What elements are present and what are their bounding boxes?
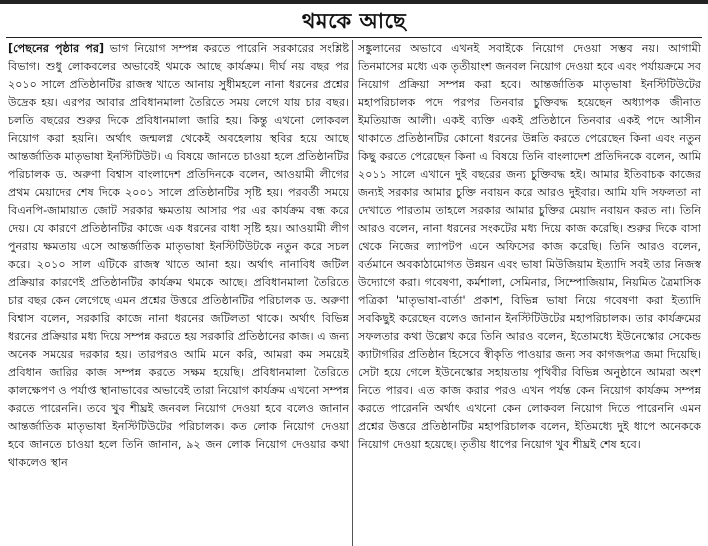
left-column [8,40,349,546]
continued-tag: [পেছনের পৃষ্ঠার পর] [8,42,105,55]
column-divider [352,40,353,546]
top-rule [0,0,708,4]
right-column-paragraph: সঙ্কুলানের অভাবে এখনই সবাইকে নিয়োগ দেওয়া সম্ভব নয়। আগামী তিনমাসের মধ্যে এক তৃতীয়াংশ জনবল নিয়োগ দেওয়া হবে এবং পর্যায়ক্রমে সব নিয়োগ প্রক্রিয়া সম্পন্ন করা হবে। আন্তর্জাতিক মাতৃভাষা ইনস্টিটিউটের মহাপরিচালক পদে পরপর তিনবার চুক্তিবদ্ধ হয়েছেন অধ্যাপক জীনাত ইমতিয়াজ আলী। একই ব্যক্তি একই প্রতিষ্ঠানে তিনবার একই পদে আসীন থাকাতে প্রতিষ্ঠানটির কোনো ধরনের উন্নতি করতে পেরেছেন কিনা এবং নতুন কিছু করতে পেরেছেন কিনা এ বিষয়ে তিনি বাংলাদেশ প্রতিদিনকে বলেন, আমি ২০১১ সালে এখানে দুই বছরের জন্য চুক্তিবদ্ধ হই। আমার ইতিবাচক কাজের জন্যই সরকার আমার চুক্তি নবায়ন করে আরও দুইবার। আমি যদি সফলতা না দেখাতে পারতাম তাহলে সরকার আমার চুক্তির মেয়াদ নবায়ন করত না। তিনি আরও বলেন, নানা ধরনের সংকটের মধ্য দিয়ে কাজ করেছি। শুরুর দিকে বাসা থেকে নিজের ল্যাপটপ এনে অফিসের কাজ করেছি। তিনি আরও বলেন, বর্তমানে অবকাঠামোগত উন্নয়ন এবং ভাষা মিউজিয়াম ইত্যাদি সবই তার নিজস্ব উদ্যোগে করা। গবেষণা, কর্মশালা, সেমিনার, সিম্পোজিয়াম, নিয়মিত ত্রৈমাসিক পত্রিকা 'মাতৃভাষা-বার্তা' প্রকাশ, বিভিন্ন ভাষা নিয়ে গবেষণা করা ইত্যাদি সবকিছুই করেছেন বলেও জানান ইনস্টিটিউটের মহাপরিচালক। তার কার্যক্রমের সফলতার কথা উল্লেখ করে তিনি আরও বলেন, ইতোমধ্যে ইউনেস্কোর সেকেন্ড ক্যাটাগরির প্রতিষ্ঠান হিসেবে স্বীকৃতি পাওয়ার জন্য সব কাগজপত্র জমা দিয়েছি। সেটা হয়ে গেলে ইউনেস্কোর সহায়তায় পৃথিবীর বিভিন্ন অনুষ্ঠানে আমরা অংশ নিতে পারব। এত কাজ করার পরও এখন পর্যন্ত কেন নিয়োগ কার্যক্রম সম্পন্ন করতে পারেননি অর্থাৎ এখনো কেন লোকবল নিয়োগ দিতে পারেননি এমন প্রশ্নের উত্তরে প্রতিষ্ঠানটির মহাপরিচালক বলেন, ইতিমধ্যে দুই ধাপে অনেককে নিয়োগ দেওয়া হয়েছে। তৃতীয় ধাপের নিয়োগ খুব শীঘ্রই শেষ হবে। [358,42,701,451]
left-column-text: ভাগ নিয়োগ সম্পন্ন করতে পারেনি সরকারের সংশ্লিষ্ট বিভাগ। শুধু লোকবলের অভাবেই থমকে আছে কার্যক্রম। দীর্ঘ নয় বছর পর ২০১০ সালে প্রতিষ্ঠানটির রাজস্ব খাতে আনায় সুধীমহলে নানা ধরনের প্রশ্নের উদ্রেক হয়। এরপর আবার প্রবিধানমালা তৈরিতে সময় লেগে যায় চার বছর। চলতি বছরের শুরুর দিকে প্রবিধানমালা জারি হয়। কিন্তু এখনো লোকবল নিয়োগ করা হয়নি। অর্থাৎ জন্মলগ্ন থেকেই অবহেলায় স্থবির হয়ে আছে আন্তর্জাতিক মাতৃভাষা ইনস্টিটিউট। এ বিষয়ে জানতে চাওয়া হলে প্রতিষ্ঠানটির পরিচালক ড. অরুণা বিশ্বাস বাংলাদেশ প্রতিদিনকে বলেন, আওয়ামী লীগের প্রথম মেয়াদের শেষ দিকে ২০০১ সালে প্রতিষ্ঠানটির সৃষ্টি হয়। পরবর্তী সময়ে বিএনপি-জামায়াত জোট সরকার ক্ষমতায় আসার পর এর কার্যক্রম বন্ধ করে দেয়। যে কারণে প্রতিষ্ঠানটির কাজে এক ধরনের বাধা সৃষ্টি হয়। আওয়ামী লীগ পুনরায় ক্ষমতায় এসে আন্তর্জাতিক মাতৃভাষা ইনস্টিটিউটকে নতুন করে সচল করে। ২০১০ সাল এটিকে রাজস্ব খাতে আনা হয়। অর্থাৎ নানাবিধ জটিল প্রক্রিয়ার কারণেই প্রতিষ্ঠানটির কার্যক্রম থমকে আছে। প্রবিধানমালা তৈরিতে চার বছর কেন লেগেছে এমন প্রশ্নের উত্তরে প্রতিষ্ঠানটির পরিচালক ড. অরুণা বিশ্বাস বলেন, সরকারি কাজে নানা ধরনের জটিলতা থাকে। অর্থাৎ বিভিন্ন ধরনের প্রক্রিয়ার মধ্য দিয়ে সম্পন্ন করতে হয় সরকারি প্রতিষ্ঠানের কাজ। এ জন্য অনেক সময়ের দরকার হয়। তারপরও আমি মনে করি, আমরা কম সময়েই প্রবিধান জারির কাজ সম্পন্ন করতে সক্ষম হয়েছি। প্রবিধানমালা তৈরিতে কালক্ষেপণ ও পর্যাপ্ত স্থানাভাবের অভাবেই তারা নিয়োগ কার্যক্রম এখনো সম্পন্ন করতে পারেননি। তবে খুব শীঘ্রই জনবল নিয়োগ দেওয়া হবে বলেও জানান আন্তর্জাতিক মাতৃভাষা ইনস্টিটিউটের পরিচালক। কত লোক নিয়োগ দেওয়া হবে জানতে চাওয়া হলে তিনি জানান, ৯২ জন লোক নিয়োগ দেওয়ার কথা থাকলেও স্থান [8,42,349,469]
headline: থমকে আছে [301,9,407,33]
right-column [358,40,701,546]
headline-rule [6,37,702,38]
left-column-paragraph [8,40,349,472]
